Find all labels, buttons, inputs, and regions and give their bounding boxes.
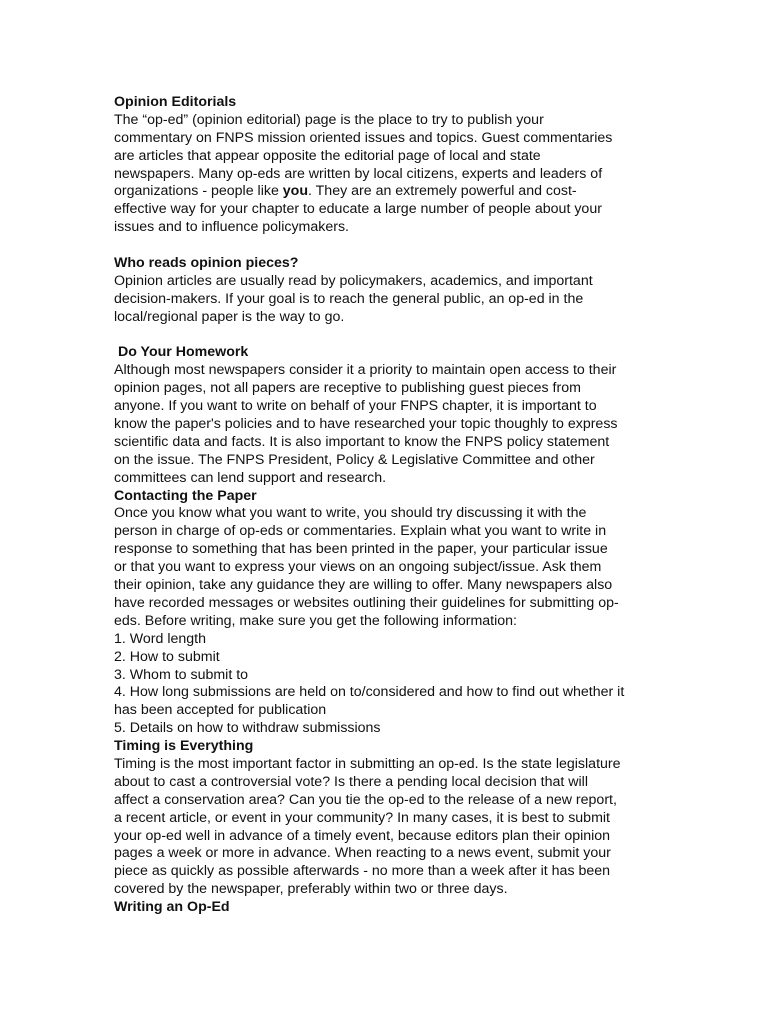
paragraph-line: newspapers. Many op-eds are written by local citizens, experts and leaders of (114, 165, 603, 182)
paragraph-line: Although most newspapers consider it a priority to maintain open access to their (114, 362, 617, 379)
section-contacting-paper (114, 488, 674, 738)
paragraph-line: know the paper's policies and to have researched your topic thoughly to express (114, 416, 618, 433)
paragraph-line (114, 183, 674, 201)
text-run: . They are an extremely powerful and cost- (308, 183, 577, 200)
list-item: 4. How long submissions are held on to/considered and how to find out whether it (114, 684, 625, 701)
paragraph-line: local/regional paper is the way to go. (114, 308, 345, 325)
paragraph-line: scientific data and facts. It is also important to know the FNPS policy statement (114, 433, 610, 450)
paragraph-line: opinion pages, not all papers are receptive to publishing guest pieces from (114, 380, 581, 397)
paragraph-line: on the issue. The FNPS President, Policy & Legislative Committee and other (114, 451, 595, 468)
list-item: has been accepted for publication (114, 702, 327, 719)
spacer (114, 237, 674, 255)
section-heading: Do Your Homework (114, 344, 249, 361)
section-heading: Timing is Everything (114, 738, 254, 755)
section-homework (114, 344, 674, 487)
list-item: 2. How to submit (114, 648, 220, 665)
paragraph-line: are articles that appear opposite the editorial page of local and state (114, 147, 541, 164)
paragraph-line: Opinion articles are usually read by policymakers, academics, and important (114, 272, 593, 289)
list-item: 3. Whom to submit to (114, 666, 249, 683)
paragraph-line: response to something that has been printed in the paper, your particular issue (114, 541, 608, 558)
paragraph-line: eds. Before writing, make sure you get the following information: (114, 612, 517, 629)
paragraph-line: effective way for your chapter to educate a large number of people about your (114, 201, 602, 218)
paragraph-line: Once you know what you want to write, you should try discussing it with the (114, 505, 587, 522)
paragraph-line: Timing is the most important factor in submitting an op-ed. Is the state legislature (114, 755, 621, 772)
paragraph-line: commentary on FNPS mission oriented issues and topics. Guest commentaries (114, 129, 613, 146)
section-heading: Writing an Op-Ed (114, 899, 230, 916)
document-page (114, 94, 674, 917)
paragraph-line: affect a conservation area? Can you tie the op-ed to the release of a new report, (114, 791, 617, 808)
paragraph-line: issues and to influence policymakers. (114, 219, 350, 236)
emphasis-text: you (282, 183, 309, 200)
text-run: organizations - people like (114, 183, 283, 200)
section-opinion-editorials (114, 94, 674, 237)
paragraph-line: a recent article, or event in your community? In many cases, it is best to submit (114, 809, 610, 826)
spacer (114, 327, 674, 345)
paragraph-line: pages a week or more in advance. When reacting to a news event, submit your (114, 845, 611, 862)
section-heading: Who reads opinion pieces? (114, 255, 299, 272)
paragraph-line: committees can lend support and research. (114, 469, 387, 486)
paragraph-line: their opinion, take any guidance they are willing to offer. Many newspapers also (114, 577, 613, 594)
paragraph-line: your op-ed well in advance of a timely event, because editors plan their opinion (114, 827, 611, 844)
paragraph-line: decision-makers. If your goal is to reach the general public, an op-ed in the (114, 290, 584, 307)
paragraph-line: piece as quickly as possible afterwards - no more than a week after it has been (114, 863, 611, 880)
section-timing (114, 738, 674, 899)
paragraph-line: have recorded messages or websites outlining their guidelines for submitting op- (114, 594, 619, 611)
section-writing-op-ed (114, 899, 674, 917)
paragraph-line: person in charge of op-eds or commentaries. Explain what you want to write in (114, 523, 607, 540)
paragraph-line: covered by the newspaper, preferably within two or three days. (114, 881, 508, 898)
section-heading: Opinion Editorials (114, 94, 237, 110)
section-who-reads (114, 255, 674, 327)
paragraph-line: about to cast a controversial vote? Is there a pending local decision that will (114, 773, 588, 790)
list-item: 5. Details on how to withdraw submissions (114, 720, 381, 737)
paragraph-line: anyone. If you want to write on behalf of your FNPS chapter, it is important to (114, 398, 597, 415)
list-item: 1. Word length (114, 630, 207, 647)
section-heading: Contacting the Paper (114, 487, 257, 504)
paragraph-line: The “op-ed” (opinion editorial) page is the place to try to publish your (114, 111, 544, 128)
paragraph-line: or that you want to express your views on an ongoing subject/issue. Ask them (114, 559, 602, 576)
